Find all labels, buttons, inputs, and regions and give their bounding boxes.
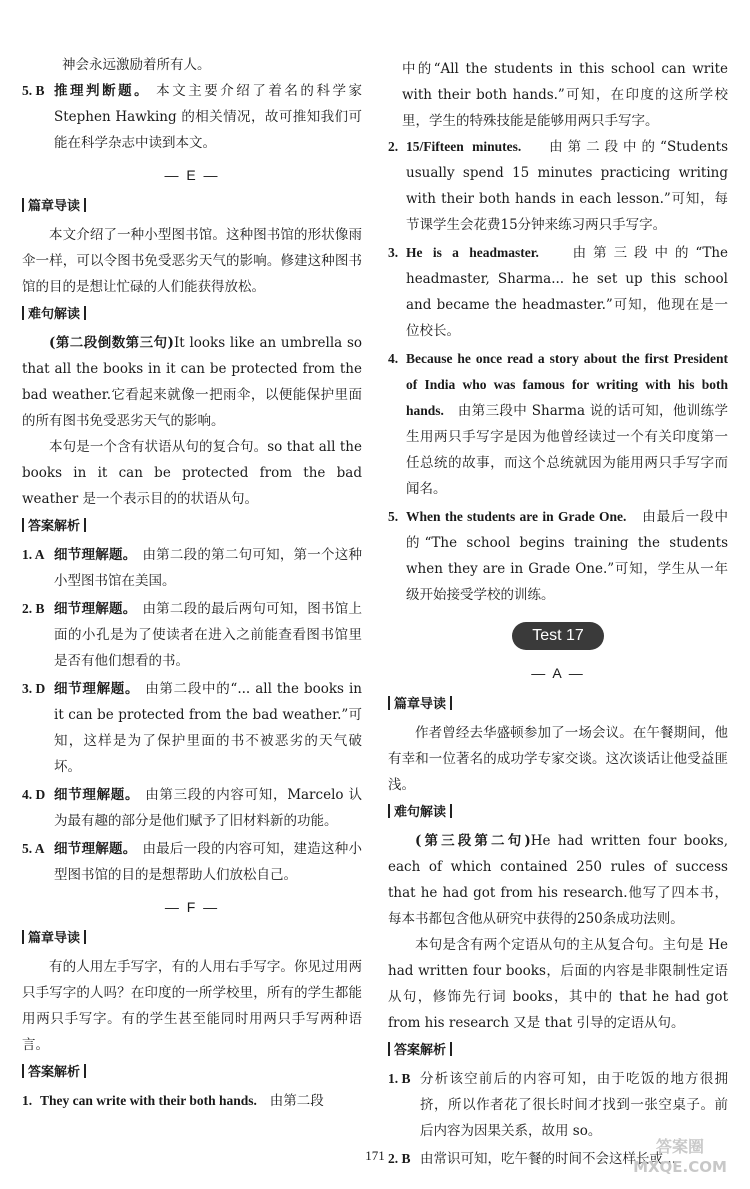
guide-heading: 篇章导读 bbox=[384, 692, 728, 718]
hard-sentence: (第三段第二句)He had written four books, each of which contained 250 rules of success that he had got from his research.他写了四本书，每本书都包含他从研究中获得的250条成功法则。 bbox=[388, 833, 728, 927]
intro-end-paragraph: 神会永远激励着所有人。 bbox=[62, 57, 211, 73]
answer-item-5 bbox=[22, 78, 362, 156]
continued-answer-text: 中的“All the students in this school can write with their both hands.”可知，在印度的这所学校里，学生的特殊技能是能够用两只手写字。 bbox=[402, 61, 728, 129]
answer-text: 本文主要介绍了着名的科学家 Stephen Hawking 的相关情况，故可推知我们可能在科学杂志中读到本文。 bbox=[54, 83, 363, 151]
answer-item: 2. B 由常识可知，吃午餐的时间不会这样长或... bbox=[388, 1151, 676, 1167]
hard-sentence-note: 本句是含有两个定语从句的主从复合句。主句是 He had written four books，后面的内容是非限制性定语从句，修饰先行词 books，其中的 that he had got from his research 又是 that 引导的定语从句。 bbox=[388, 937, 728, 1031]
section-e-heading: — E — bbox=[164, 167, 220, 183]
answer-item: 2. B 细节理解题。 由第二段的最后两句可知，图书馆上面的小孔是为了使读者在进入之前能查看图书馆里是否有他们想看的书。 bbox=[22, 601, 363, 669]
answer-number: 5. B bbox=[22, 83, 45, 98]
answer-item: 3. He is a headmaster. 由第三段中的“The headmaster, Sharma... he set up this school and became the headmaster.”可知，他现在是一位校长。 bbox=[388, 245, 729, 339]
answer-item: 2. 15/Fifteen minutes. 由第二段中的“Students usually spend 15 minutes practicing writing with their both hands in each lesson.”可知，每节课学生会花费15分钟来练习两只手写字。 bbox=[388, 139, 728, 233]
guide-text: 本文介绍了一种小型图书馆。这种图书馆的形状像雨伞一样，可以令图书免受恶劣天气的影响。修建这种图书馆的目的是想让忙碌的人们能获得放松。 bbox=[22, 227, 362, 295]
answer-item: 1. A 细节理解题。 由第二段的第二句可知，第一个这种小型图书馆在美国。 bbox=[22, 547, 363, 589]
hard-sentence-heading: 难句解读 bbox=[384, 800, 728, 826]
answer-item: 5. When the students are in Grade One. 由最后一段中的“The school begins training the students when they are in Grade One.”可知，学生从一年级开始接受学校的训练。 bbox=[388, 509, 729, 603]
answer-item: 1. They can write with their both hands. 由第二段 bbox=[22, 1093, 324, 1109]
watermark-logo bbox=[620, 1128, 740, 1180]
page-number: 171 bbox=[365, 1148, 385, 1163]
guide-text: 有的人用左手写字，有的人用右手写字。你见过用两只手写字的人吗？在印度的一所学校里，所有的学生都能用两只手写字。有的学生甚至能同时用两只手写两种语言。 bbox=[22, 959, 362, 1053]
answer-item: 5. A 细节理解题。 由最后一段的内容可知，建造这种小型图书馆的目的是想帮助人们放松自己。 bbox=[22, 841, 363, 883]
hard-sentence-note: 本句是一个含有状语从句的复合句。so that all the books in it can be protected from the bad weather 是一个表示目的的状语从句。 bbox=[22, 439, 362, 507]
answer-item: 4. D 细节理解题。 由第三段的内容可知，Marcelo 认为最有趣的部分是他们赋予了旧材料新的功能。 bbox=[22, 787, 362, 829]
question-type: 推理判断题。 bbox=[54, 83, 151, 99]
guide-heading: 篇章导读 bbox=[18, 926, 362, 952]
answer-heading: 答案解析 bbox=[18, 514, 362, 540]
answer-item: 1. B 分析该空前后的内容可知，由于吃饭的地方很拥挤，所以作者花了很长时间才找到一张空桌子。前后内容为因果关系，故用 so。 bbox=[388, 1071, 728, 1139]
hard-sentence: (第二段倒数第三句)It looks like an umbrella so that all the books in it can be protected from the bad weather.它看起来就像一把雨伞，以便能保护里面的所有图书免受恶劣天气的影响。 bbox=[22, 335, 363, 429]
answer-heading: 答案解析 bbox=[384, 1038, 728, 1064]
answer-heading: 答案解析 bbox=[18, 1060, 362, 1086]
test-badge: Test 17 bbox=[512, 622, 604, 650]
svg-text:答案圈: 答案圈 bbox=[655, 1137, 705, 1156]
answer-item: 4. Because he once read a story about the first President of India who was famous for writing with his both hands. 由第三段中 Sharma 说的话可知，他训练学生用两只手写字是因为他曾经读过一个有关印度第一任总统的故事，而这个总统就因为能用两只手写字而闻名。 bbox=[388, 351, 728, 497]
guide-text: 作者曾经去华盛顿参加了一场会议。在午餐期间，他有幸和一位著名的成功学专家交谈。这次谈话让他受益匪浅。 bbox=[388, 725, 728, 793]
section-a-heading: — A — bbox=[531, 665, 585, 681]
hard-sentence-heading: 难句解读 bbox=[18, 302, 362, 328]
svg-text:MXQE.COM: MXQE.COM bbox=[633, 1158, 727, 1176]
answer-item: 3. D 细节理解题。 由第二段中的“... all the books in it can be protected from the bad weather.”可知，这样是为了保护里面的书不被恶劣的天气破坏。 bbox=[22, 681, 362, 775]
left-column bbox=[22, 52, 362, 1116]
right-column bbox=[388, 56, 728, 1174]
guide-heading: 篇章导读 bbox=[18, 194, 362, 220]
section-f-heading: — F — bbox=[164, 899, 220, 915]
